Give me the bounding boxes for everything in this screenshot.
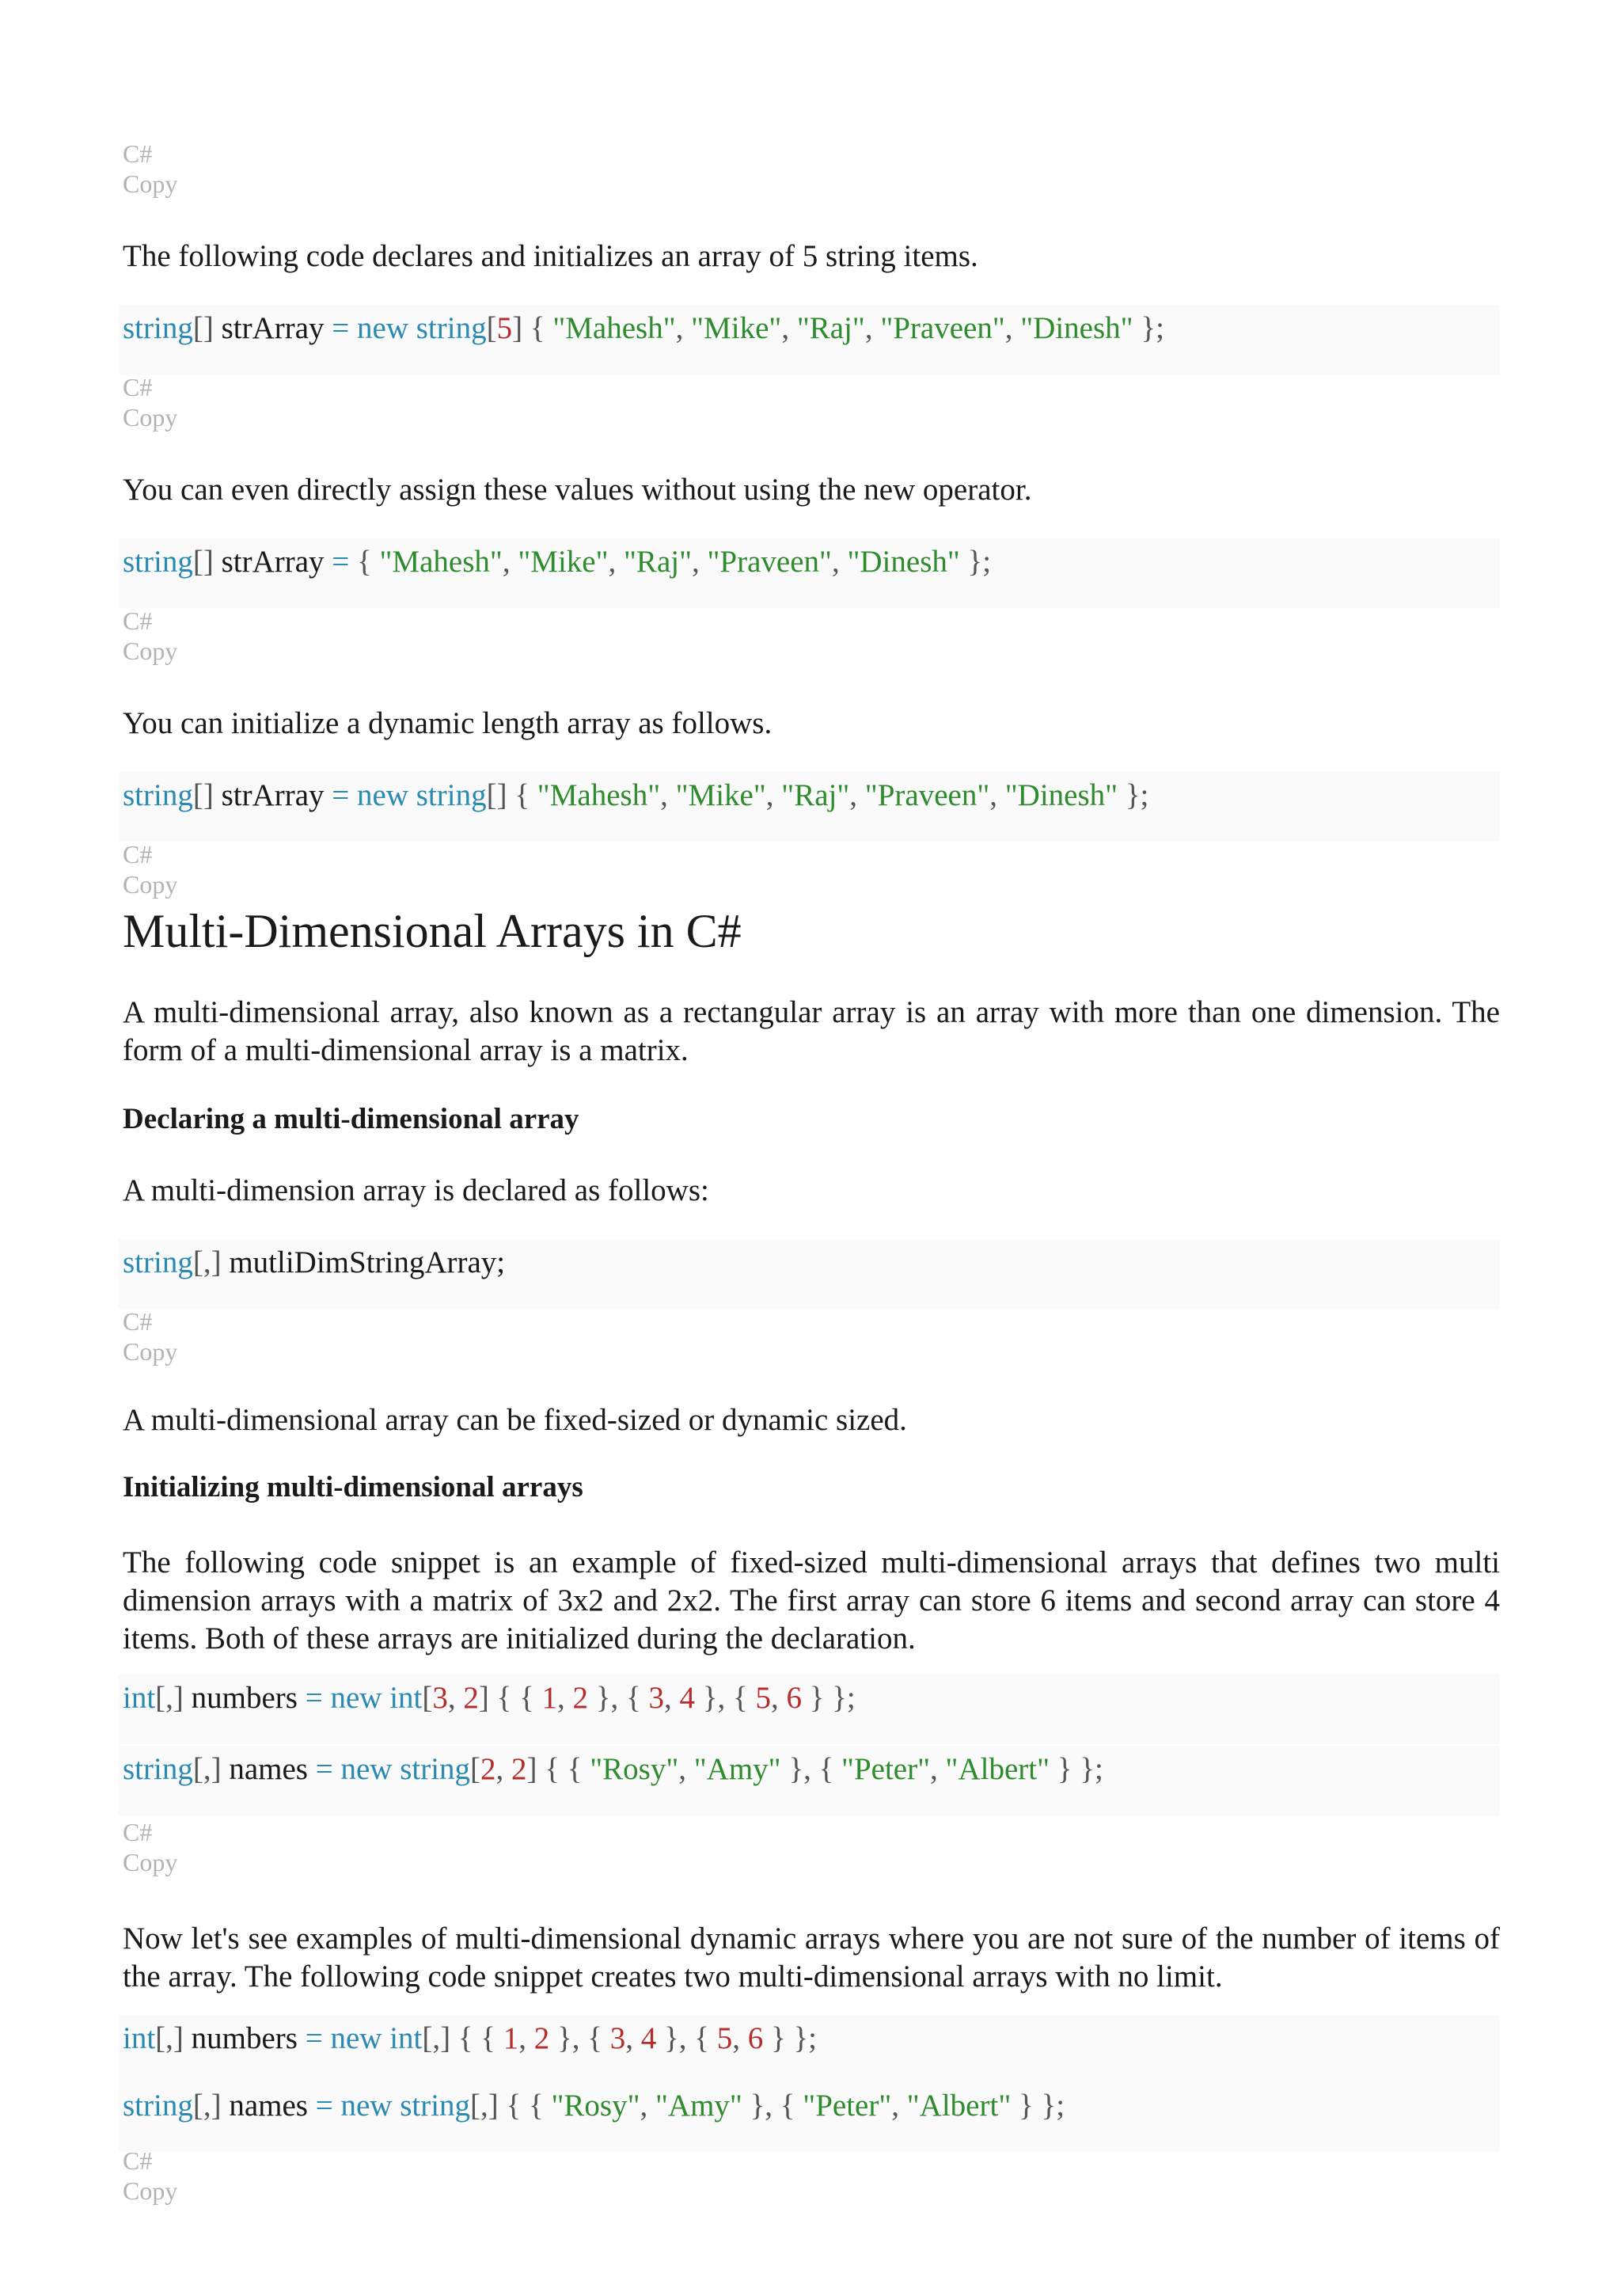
code-token: , — [625, 2021, 641, 2055]
code-token: 2 — [572, 1681, 589, 1715]
code-token: 4 — [679, 1681, 695, 1715]
sub-heading: Declaring a multi-dimensional array — [123, 1103, 579, 1135]
code-block — [119, 1674, 1500, 1744]
code-token: "Rosy" — [590, 1752, 679, 1786]
code-token: strArray — [221, 778, 332, 812]
code-token: "Peter" — [841, 1752, 931, 1786]
code-token: string — [123, 1752, 193, 1786]
code-token: }; — [1133, 311, 1164, 345]
code-token: [ — [486, 311, 497, 345]
code-token: = new string — [332, 778, 487, 812]
code-token: "Raj" — [624, 545, 693, 579]
code-token: ] { { — [526, 1752, 590, 1786]
code-token: , — [831, 545, 848, 579]
code-token: 5 — [496, 311, 513, 345]
code-token: , — [608, 545, 624, 579]
code-token: 6 — [747, 2021, 764, 2055]
code-token: 2 — [511, 1752, 527, 1786]
code-token: "Dinesh" — [847, 545, 960, 579]
code-token: "Peter" — [803, 2089, 892, 2123]
code-block — [119, 1746, 1500, 1815]
code-token: "Amy" — [655, 2089, 742, 2123]
code-token: 3 — [648, 1681, 664, 1715]
code-token: { — [357, 545, 380, 579]
code-lang-label — [123, 1306, 177, 1367]
code-token: , — [732, 2021, 748, 2055]
code-token: , — [891, 2089, 907, 2123]
language-label: C# — [123, 139, 153, 168]
code-token: string — [123, 2089, 193, 2123]
code-token: 3 — [609, 2021, 626, 2055]
code-token: , — [640, 2089, 655, 2123]
code-token: [,] — [192, 1245, 230, 1279]
code-token: "Dinesh" — [1020, 311, 1133, 345]
paragraph: You can even directly assign these values without using the new operator. — [123, 473, 1032, 507]
code-token: 3 — [432, 1681, 448, 1715]
code-token: "Amy" — [693, 1752, 781, 1786]
code-token: "Raj" — [781, 778, 850, 812]
code-token: , — [660, 778, 676, 812]
code-token: "Praveen" — [707, 545, 832, 579]
code-token: = new int — [305, 2021, 423, 2055]
code-token: , — [930, 1752, 946, 1786]
code-token: = — [332, 545, 358, 579]
code-block — [119, 2015, 1500, 2085]
code-token: names — [229, 2089, 316, 2123]
paragraph: The following code snippet is an example of fixed-sized multi-dimensional arrays that defines two multi dimension arrays with a matrix of 3x2 and 2x2. The first array can store 6 items and second array can store 4 items. Both of these arrays are initialized during the declaration. — [123, 1545, 1500, 1655]
code-token: [] — [192, 545, 222, 579]
code-token: = new string — [332, 311, 487, 345]
code-lang-label — [123, 606, 177, 666]
code-token: 5 — [755, 1681, 771, 1715]
code-token: [,] — [155, 2021, 192, 2055]
code-token: }; — [1118, 778, 1149, 812]
language-label: C# — [123, 1818, 153, 1846]
code-token: , — [1004, 311, 1021, 345]
code-token: , — [447, 1681, 464, 1715]
code-token: , — [502, 545, 518, 579]
code-token: [] — [192, 311, 222, 345]
code-token: [,] — [192, 2089, 230, 2123]
code-token: , — [664, 1681, 680, 1715]
code-token: string — [123, 545, 193, 579]
code-token: 1 — [541, 1681, 558, 1715]
code-block — [119, 305, 1500, 374]
code-token: }; — [959, 545, 992, 579]
code-token: } }; — [1050, 1752, 1103, 1786]
code-token: , — [518, 2021, 534, 2055]
code-token: , — [675, 311, 692, 345]
paragraph: You can initialize a dynamic length array as follows. — [123, 706, 773, 740]
copy-link[interactable]: Copy — [123, 870, 178, 899]
code-token: } }; — [1011, 2089, 1065, 2123]
code-token: [,] — [155, 1681, 192, 1715]
code-token: 5 — [716, 2021, 733, 2055]
code-token: }, { — [656, 2021, 717, 2055]
code-token: }, { — [549, 2021, 610, 2055]
copy-link[interactable]: Copy — [123, 1848, 178, 1876]
code-token: }, { — [588, 1681, 649, 1715]
code-token: ] { — [512, 311, 553, 345]
paragraph: The following code declares and initializes an array of 5 string items. — [123, 239, 978, 273]
code-token: } }; — [801, 1681, 856, 1715]
code-token: "Albert" — [945, 1752, 1050, 1786]
code-token: 1 — [503, 2021, 519, 2055]
code-token: int — [123, 1681, 156, 1715]
code-block — [119, 2082, 1500, 2152]
code-token: , — [781, 311, 797, 345]
code-token: [,] { { — [470, 2089, 552, 2123]
code-token: [] { — [486, 778, 537, 812]
code-token: "Dinesh" — [1004, 778, 1118, 812]
code-token: numbers — [191, 2021, 306, 2055]
code-token: = new string — [315, 2089, 471, 2123]
code-token: "Mike" — [675, 778, 766, 812]
code-token: names — [229, 1752, 316, 1786]
paragraph: Now let's see examples of multi-dimensional dynamic arrays where you are not sure of the number of items of the array. The following code snippet creates two multi-dimensional arrays with no limit. — [123, 1922, 1500, 1994]
code-token: [ — [470, 1752, 481, 1786]
code-token: "Mike" — [691, 311, 782, 345]
code-lang-label — [123, 372, 177, 432]
paragraph: A multi-dimensional array, also known as a rectangular array is an array with more than one dimension. The form of a multi-dimensional array is a matrix. — [123, 995, 1500, 1067]
sub-heading: Initializing multi-dimensional arrays — [123, 1471, 583, 1503]
code-lang-label — [123, 139, 177, 199]
code-token: "Mahesh" — [537, 778, 661, 812]
code-token: , — [557, 1681, 573, 1715]
code-token: , — [765, 778, 782, 812]
code-block — [119, 538, 1500, 608]
code-token: strArray — [221, 545, 332, 579]
language-label: C# — [123, 2146, 153, 2175]
code-token: = new string — [315, 1752, 471, 1786]
code-token: string — [123, 1245, 193, 1279]
code-token: string — [123, 311, 193, 345]
code-token: = new int — [305, 1681, 423, 1715]
code-token: "Praveen" — [864, 778, 990, 812]
code-token: [ — [422, 1681, 433, 1715]
paragraph: A multi-dimensional array can be fixed-sized or dynamic sized. — [123, 1403, 907, 1437]
code-token: "Praveen" — [880, 311, 1005, 345]
code-token: strArray — [221, 311, 332, 345]
paragraph: A multi-dimension array is declared as follows: — [123, 1173, 709, 1207]
code-token: } }; — [763, 2021, 817, 2055]
code-token: "Raj" — [796, 311, 865, 345]
code-token: "Rosy" — [551, 2089, 640, 2123]
copy-link[interactable]: Copy — [123, 403, 178, 431]
code-token: mutliDimStringArray; — [229, 1245, 506, 1279]
code-lang-label — [123, 1817, 177, 1877]
language-label: C# — [123, 373, 153, 401]
code-token: [,] — [192, 1752, 230, 1786]
code-token: , — [864, 311, 881, 345]
code-token: "Mike" — [518, 545, 609, 579]
code-token: , — [989, 778, 1005, 812]
code-token: , — [495, 1752, 512, 1786]
code-token: }, { — [742, 2089, 803, 2123]
code-token: , — [770, 1681, 787, 1715]
copy-link[interactable]: Copy — [123, 2176, 178, 2205]
code-token: 6 — [786, 1681, 802, 1715]
copy-link[interactable]: Copy — [123, 1337, 178, 1366]
language-label: C# — [123, 840, 153, 869]
section-title: Multi-Dimensional Arrays in C# — [123, 905, 742, 957]
code-block — [119, 772, 1500, 842]
code-token: [,] { { — [422, 2021, 503, 2055]
language-label: C# — [123, 606, 153, 635]
language-label: C# — [123, 1307, 153, 1336]
copy-link[interactable]: Copy — [123, 637, 178, 665]
code-token: , — [678, 1752, 694, 1786]
code-token: string — [123, 778, 193, 812]
code-token: }, { — [780, 1752, 842, 1786]
code-token: "Mahesh" — [552, 311, 676, 345]
code-token: , — [849, 778, 865, 812]
code-token: 2 — [480, 1752, 496, 1786]
code-token: int — [123, 2021, 156, 2055]
code-token: 4 — [640, 2021, 657, 2055]
code-lang-label — [123, 839, 177, 899]
code-block — [119, 1239, 1500, 1309]
code-token: "Albert" — [906, 2089, 1012, 2123]
copy-link[interactable]: Copy — [123, 169, 178, 198]
code-lang-label — [123, 2146, 177, 2206]
code-token: 2 — [463, 1681, 479, 1715]
code-token: ] { { — [478, 1681, 542, 1715]
code-token: , — [692, 545, 708, 579]
code-token: }, { — [695, 1681, 756, 1715]
code-token: numbers — [191, 1681, 306, 1715]
code-token: [] — [192, 778, 222, 812]
code-token: 2 — [533, 2021, 550, 2055]
code-token: "Mahesh" — [379, 545, 503, 579]
